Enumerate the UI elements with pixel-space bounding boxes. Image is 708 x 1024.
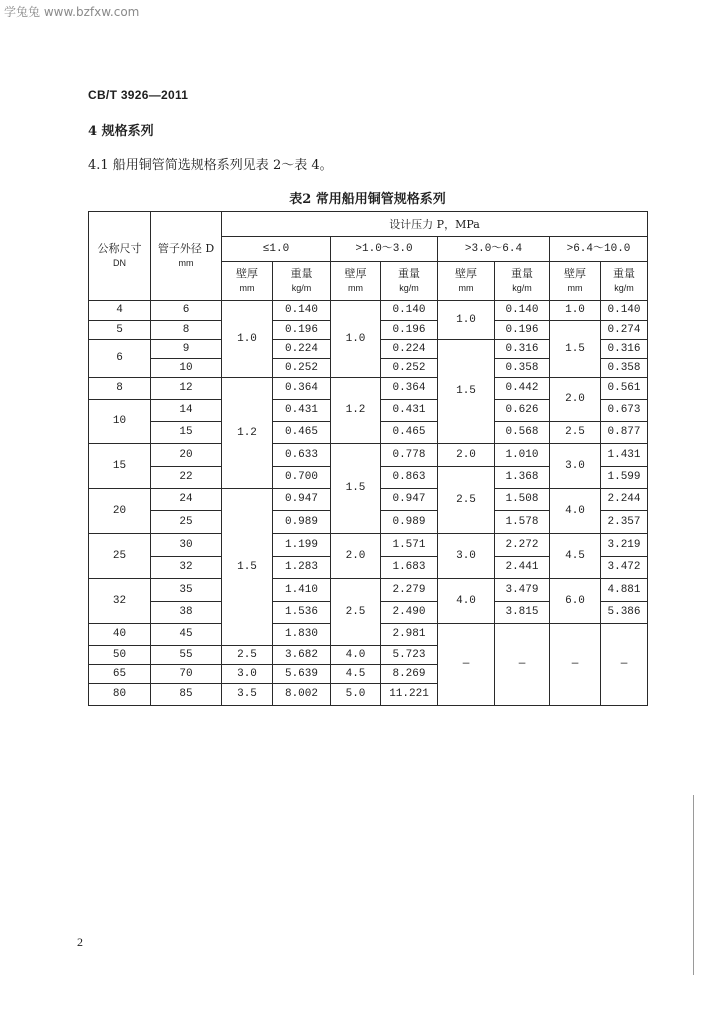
od-cell: 24	[151, 489, 222, 511]
weight-cell: 2.490	[381, 602, 438, 624]
header-thickness-unit: mm	[458, 283, 474, 293]
thickness-cell: 1.0	[438, 301, 495, 340]
od-cell: 32	[151, 557, 222, 579]
od-cell: 45	[151, 624, 222, 646]
weight-cell: 3.815	[495, 602, 550, 624]
weight-cell: 2.244	[601, 489, 648, 511]
thickness-cell: 1.2	[222, 378, 273, 489]
header-thickness-label: 壁厚	[564, 267, 586, 280]
thickness-cell: 1.0	[222, 301, 273, 378]
thickness-cell: 2.5	[438, 467, 495, 534]
weight-cell: 0.140	[273, 301, 331, 321]
od-cell: 6	[151, 301, 222, 321]
weight-cell: 1.830	[273, 624, 331, 646]
weight-cell: 0.700	[273, 467, 331, 489]
od-cell: 55	[151, 646, 222, 665]
weight-cell: 0.626	[495, 400, 550, 422]
header-weight-label: 重量	[290, 267, 313, 280]
weight-cell: 0.196	[495, 321, 550, 340]
thickness-cell: 3.5	[222, 684, 273, 706]
weight-cell: 0.252	[273, 359, 331, 378]
od-cell: 10	[151, 359, 222, 378]
weight-cell: 0.316	[601, 340, 648, 359]
header-range: >3.0～6.4	[438, 237, 550, 262]
header-outer-diameter	[151, 212, 222, 301]
weight-cell: —	[495, 624, 550, 706]
weight-cell: —	[601, 624, 648, 706]
thickness-cell: 2.0	[550, 378, 601, 422]
header-range: >1.0～3.0	[331, 237, 438, 262]
clause-text: 4.1 船用铜管简选规格系列见表 2～表 4。	[88, 158, 333, 173]
weight-cell: 3.479	[495, 579, 550, 602]
weight-cell: 0.989	[273, 511, 331, 534]
weight-cell: 11.221	[381, 684, 438, 706]
weight-cell: 0.274	[601, 321, 648, 340]
weight-cell: 3.682	[273, 646, 331, 665]
weight-cell: 0.877	[601, 422, 648, 444]
weight-cell: 0.140	[381, 301, 438, 321]
od-cell: 22	[151, 467, 222, 489]
dn-cell: 8	[89, 378, 151, 400]
thickness-cell: 1.5	[222, 489, 273, 646]
weight-cell: 0.431	[381, 400, 438, 422]
weight-cell: 0.947	[273, 489, 331, 511]
header-thickness	[438, 262, 495, 301]
header-nominal-size-label: 公称尺寸	[97, 242, 142, 255]
weight-cell: 1.571	[381, 534, 438, 557]
weight-cell: 2.279	[381, 579, 438, 602]
header-thickness-label: 壁厚	[344, 267, 367, 280]
od-cell: 9	[151, 340, 222, 359]
header-outer-diameter-label: 管子外径 D	[157, 242, 215, 255]
thickness-cell: 2.5	[331, 579, 381, 646]
weight-cell: 5.723	[381, 646, 438, 665]
weight-cell: 1.578	[495, 511, 550, 534]
weight-cell: 0.316	[495, 340, 550, 359]
dn-cell: 65	[89, 665, 151, 684]
weight-cell: 0.465	[273, 422, 331, 444]
weight-cell: 0.224	[381, 340, 438, 359]
weight-cell: 0.989	[381, 511, 438, 534]
weight-cell: 1.368	[495, 467, 550, 489]
thickness-cell: 1.5	[438, 340, 495, 444]
od-cell: 8	[151, 321, 222, 340]
weight-cell: 0.431	[273, 400, 331, 422]
header-weight-label: 重量	[613, 267, 635, 280]
thickness-cell: 4.5	[331, 665, 381, 684]
dn-cell: 40	[89, 624, 151, 646]
weight-cell: 0.196	[273, 321, 331, 340]
header-nominal-size	[89, 212, 151, 301]
dn-cell: 50	[89, 646, 151, 665]
od-cell: 15	[151, 422, 222, 444]
header-weight-unit: kg/m	[291, 283, 312, 293]
weight-cell: 5.386	[601, 602, 648, 624]
table-title: 表2 常用船用铜管规格系列	[289, 192, 446, 207]
weight-cell: 0.224	[273, 340, 331, 359]
weight-cell: 0.863	[381, 467, 438, 489]
table-row	[89, 579, 648, 602]
header-thickness-label: 壁厚	[455, 267, 477, 280]
weight-cell: 8.269	[381, 665, 438, 684]
weight-cell: 0.140	[601, 301, 648, 321]
weight-cell: 0.633	[273, 444, 331, 467]
weight-cell: 3.219	[601, 534, 648, 557]
thickness-cell: 1.0	[550, 301, 601, 321]
thickness-cell: 2.0	[438, 444, 495, 467]
table-row	[89, 444, 648, 467]
thickness-cell: 4.0	[550, 489, 601, 534]
od-cell: 38	[151, 602, 222, 624]
od-cell: 70	[151, 665, 222, 684]
header-thickness-label: 壁厚	[236, 267, 258, 280]
thickness-cell: —	[550, 624, 601, 706]
standard-code: CB/T 3926—2011	[88, 88, 189, 102]
header-weight	[273, 262, 331, 301]
weight-cell: 0.947	[381, 489, 438, 511]
dn-cell: 25	[89, 534, 151, 579]
od-cell: 25	[151, 511, 222, 534]
weight-cell: 1.199	[273, 534, 331, 557]
header-thickness	[550, 262, 601, 301]
thickness-cell: 1.5	[331, 444, 381, 534]
header-thickness-unit: mm	[239, 283, 255, 293]
weight-cell: 0.358	[601, 359, 648, 378]
thickness-cell: 4.0	[438, 579, 495, 624]
weight-cell: 0.252	[381, 359, 438, 378]
od-cell: 20	[151, 444, 222, 467]
header-thickness-unit: mm	[567, 283, 583, 293]
weight-cell: 1.410	[273, 579, 331, 602]
od-cell: 14	[151, 400, 222, 422]
header-weight	[495, 262, 550, 301]
header-outer-diameter-unit: mm	[178, 258, 194, 268]
header-weight	[381, 262, 438, 301]
table-row	[89, 534, 648, 557]
thickness-cell: 2.5	[222, 646, 273, 665]
thickness-cell: 1.2	[331, 378, 381, 444]
thickness-cell: 3.0	[222, 665, 273, 684]
weight-cell: 2.441	[495, 557, 550, 579]
header-range: >6.4～10.0	[550, 237, 648, 262]
weight-cell: 4.881	[601, 579, 648, 602]
weight-cell: 1.508	[495, 489, 550, 511]
weight-cell: 0.568	[495, 422, 550, 444]
header-range: ≤1.0	[222, 237, 331, 262]
weight-cell: 5.639	[273, 665, 331, 684]
weight-cell: 3.472	[601, 557, 648, 579]
header-weight-unit: kg/m	[512, 283, 532, 293]
header-thickness	[331, 262, 381, 301]
dn-cell: 6	[89, 340, 151, 378]
header-weight-unit: kg/m	[614, 283, 634, 293]
weight-cell: 2.272	[495, 534, 550, 557]
dn-cell: 20	[89, 489, 151, 534]
dn-cell: 80	[89, 684, 151, 706]
weight-cell: 0.778	[381, 444, 438, 467]
dn-cell: 5	[89, 321, 151, 340]
thickness-cell: 2.5	[550, 422, 601, 444]
section-heading: 4 规格系列	[88, 124, 154, 139]
weight-cell: 0.442	[495, 378, 550, 400]
weight-cell: 1.599	[601, 467, 648, 489]
dn-cell: 15	[89, 444, 151, 489]
dn-cell: 4	[89, 301, 151, 321]
thickness-cell: 3.0	[550, 444, 601, 489]
watermark: 学兔兔 www.bzfxw.com	[4, 5, 140, 19]
weight-cell: 2.981	[381, 624, 438, 646]
header-thickness-unit: mm	[348, 283, 363, 293]
thickness-cell: —	[438, 624, 495, 706]
weight-cell: 0.140	[495, 301, 550, 321]
thickness-cell: 6.0	[550, 579, 601, 624]
weight-cell: 0.358	[495, 359, 550, 378]
header-weight-label: 重量	[511, 267, 533, 280]
header-nominal-size-unit: DN	[113, 258, 126, 268]
weight-cell: 0.364	[273, 378, 331, 400]
pipe-spec-table	[88, 211, 648, 706]
weight-cell: 1.536	[273, 602, 331, 624]
table-row	[89, 378, 648, 400]
header-thickness	[222, 262, 273, 301]
header-weight-label: 重量	[398, 267, 420, 280]
thickness-cell: 4.5	[550, 534, 601, 579]
od-cell: 35	[151, 579, 222, 602]
thickness-cell: 1.0	[331, 301, 381, 378]
weight-cell: 0.673	[601, 400, 648, 422]
weight-cell: 0.465	[381, 422, 438, 444]
header-design-pressure: 设计压力 P，MPa	[222, 212, 648, 237]
header-weight-unit: kg/m	[399, 283, 419, 293]
weight-cell: 1.431	[601, 444, 648, 467]
weight-cell: 1.683	[381, 557, 438, 579]
weight-cell: 0.364	[381, 378, 438, 400]
header-weight	[601, 262, 648, 301]
od-cell: 30	[151, 534, 222, 557]
table-row	[89, 301, 648, 321]
thickness-cell: 4.0	[331, 646, 381, 665]
weight-cell: 0.561	[601, 378, 648, 400]
weight-cell: 2.357	[601, 511, 648, 534]
weight-cell: 0.196	[381, 321, 438, 340]
dn-cell: 10	[89, 400, 151, 444]
scan-edge-line	[693, 795, 694, 975]
thickness-cell: 5.0	[331, 684, 381, 706]
od-cell: 85	[151, 684, 222, 706]
thickness-cell: 3.0	[438, 534, 495, 579]
weight-cell: 1.010	[495, 444, 550, 467]
weight-cell: 8.002	[273, 684, 331, 706]
page-number: 2	[77, 935, 83, 949]
thickness-cell: 2.0	[331, 534, 381, 579]
dn-cell: 32	[89, 579, 151, 624]
thickness-cell: 1.5	[550, 321, 601, 378]
od-cell: 12	[151, 378, 222, 400]
weight-cell: 1.283	[273, 557, 331, 579]
